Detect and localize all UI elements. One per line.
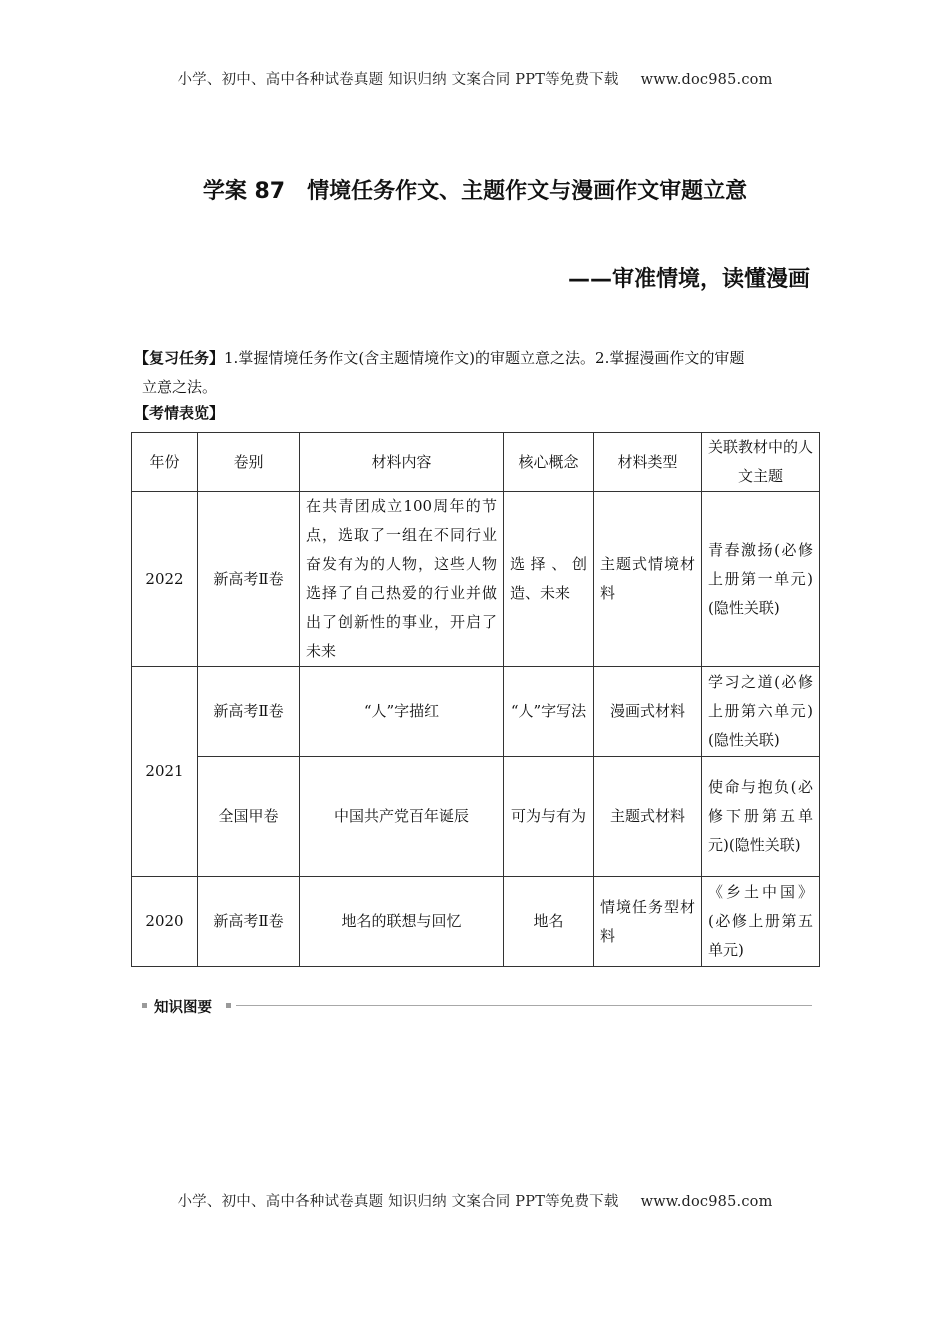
cell-paper: 新高考Ⅱ卷 <box>198 492 300 667</box>
review-task <box>134 344 818 402</box>
table-row <box>132 757 820 877</box>
header-cell-type: 材料类型 <box>594 433 702 492</box>
section-divider <box>140 996 812 1018</box>
page-subtitle: ——审准情境，读懂漫画 <box>567 267 810 292</box>
header-text: 小学、初中、高中各种试卷真题 知识归纳 文案合同 PPT等免费下载 <box>177 72 619 88</box>
section-label: 知识图要 <box>154 1000 212 1016</box>
cell-concept: 地名 <box>504 877 594 967</box>
review-task-label: 【复习任务】 <box>134 349 225 367</box>
cell-content: 地名的联想与回忆 <box>300 877 504 967</box>
footer-site: www.doc985.com <box>640 1194 773 1210</box>
review-task-text-2: 立意之法。 <box>142 378 218 396</box>
cell-type: 情境任务型材料 <box>594 877 702 967</box>
table-row <box>132 492 820 667</box>
footer-text: 小学、初中、高中各种试卷真题 知识归纳 文案合同 PPT等免费下载 <box>177 1194 619 1210</box>
cell-paper: 新高考Ⅱ卷 <box>198 877 300 967</box>
table-row <box>132 877 820 967</box>
header-site: www.doc985.com <box>640 72 773 88</box>
title-text: 情境任务作文、主题作文与漫画作文审题立意 <box>307 179 748 204</box>
cell-year: 2021 <box>132 667 198 877</box>
cell-content: “人”字描红 <box>300 667 504 757</box>
cell-theme: 学习之道(必修上册第六单元)(隐性关联) <box>702 667 820 757</box>
header-cell-paper: 卷别 <box>198 433 300 492</box>
header-cell-content: 材料内容 <box>300 433 504 492</box>
cell-concept: “人”字写法 <box>504 667 594 757</box>
title-number: 学案 87 <box>202 179 286 204</box>
header-cell-year: 年份 <box>132 433 198 492</box>
table-header-row <box>132 433 820 492</box>
cell-concept: 选择、创造、未来 <box>504 492 594 667</box>
cell-content: 在共青团成立100周年的节点，选取了一组在不同行业奋发有为的人物，这些人物选择了自己热爱的行业并做出了创新性的事业，开启了未来 <box>300 492 504 667</box>
cell-year: 2020 <box>132 877 198 967</box>
header-cell-theme: 关联教材中的人文主题 <box>702 433 820 492</box>
cell-type: 漫画式材料 <box>594 667 702 757</box>
cell-theme: 使命与抱负(必修下册第五单元)(隐性关联) <box>702 757 820 877</box>
header-cell-concept: 核心概念 <box>504 433 594 492</box>
cell-paper: 全国甲卷 <box>198 757 300 877</box>
cell-concept: 可为与有为 <box>504 757 594 877</box>
page-footer <box>0 1190 950 1211</box>
cell-paper: 新高考Ⅱ卷 <box>198 667 300 757</box>
cell-year: 2022 <box>132 492 198 667</box>
cell-theme: 青春激扬(必修上册第一单元)(隐性关联) <box>702 492 820 667</box>
cell-content: 中国共产党百年诞辰 <box>300 757 504 877</box>
table-row <box>132 667 820 757</box>
cell-type: 主题式情境材料 <box>594 492 702 667</box>
page-title <box>0 174 950 205</box>
exam-overview-table <box>131 432 820 967</box>
cell-type: 主题式材料 <box>594 757 702 877</box>
divider-line <box>236 1005 812 1006</box>
review-task-text-1: 1.掌握情境任务作文(含主题情境作文)的审题立意之法。2.掌握漫画作文的审题 <box>224 349 745 367</box>
section-marker-icon <box>226 1003 231 1008</box>
cell-theme: 《乡土中国》(必修上册第五单元) <box>702 877 820 967</box>
section-marker-icon <box>142 1003 147 1008</box>
overview-label: 【考情表览】 <box>134 404 225 422</box>
page-header <box>0 68 950 89</box>
